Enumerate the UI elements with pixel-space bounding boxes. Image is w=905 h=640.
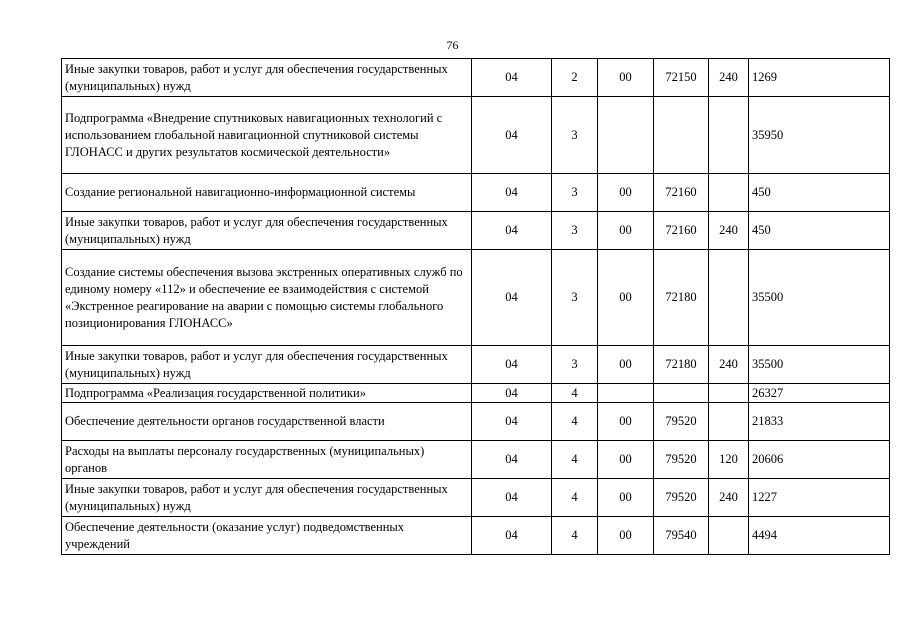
row-subsection: 4 xyxy=(552,479,598,517)
row-target-code-1: 00 xyxy=(598,403,654,441)
row-target-code-2: 72160 xyxy=(654,174,709,212)
row-expense-type: 120 xyxy=(709,441,749,479)
row-target-code-1: 00 xyxy=(598,212,654,250)
row-subsection: 3 xyxy=(552,346,598,384)
table-row xyxy=(62,212,890,250)
row-target-code-2: 79540 xyxy=(654,517,709,555)
row-target-code-2: 72160 xyxy=(654,212,709,250)
table-row xyxy=(62,174,890,212)
row-name: Обеспечение деятельности органов государственной власти xyxy=(62,403,472,441)
row-amount: 4494 xyxy=(749,517,890,555)
row-section: 04 xyxy=(472,384,552,403)
row-name: Иные закупки товаров, работ и услуг для обеспечения государственных (муниципальных) нужд xyxy=(62,479,472,517)
row-target-code-2: 79520 xyxy=(654,441,709,479)
row-section: 04 xyxy=(472,97,552,174)
row-subsection: 4 xyxy=(552,384,598,403)
row-amount: 1227 xyxy=(749,479,890,517)
table-row xyxy=(62,250,890,346)
row-name: Подпрограмма «Реализация государственной политики» xyxy=(62,384,472,403)
row-section: 04 xyxy=(472,174,552,212)
row-section: 04 xyxy=(472,346,552,384)
row-section: 04 xyxy=(472,212,552,250)
row-name: Иные закупки товаров, работ и услуг для обеспечения государственных (муниципальных) нужд xyxy=(62,212,472,250)
row-section: 04 xyxy=(472,403,552,441)
row-section: 04 xyxy=(472,479,552,517)
row-target-code-2: 72150 xyxy=(654,59,709,97)
row-target-code-2: 72180 xyxy=(654,250,709,346)
row-name: Расходы на выплаты персоналу государственных (муниципальных) органов xyxy=(62,441,472,479)
row-target-code-2 xyxy=(654,384,709,403)
row-name: Создание региональной навигационно-информационной системы xyxy=(62,174,472,212)
row-expense-type xyxy=(709,250,749,346)
row-expense-type xyxy=(709,97,749,174)
page-number: 76 xyxy=(446,38,459,52)
row-target-code-1 xyxy=(598,97,654,174)
table-row xyxy=(62,403,890,441)
row-subsection: 4 xyxy=(552,517,598,555)
row-amount: 450 xyxy=(749,174,890,212)
row-target-code-1: 00 xyxy=(598,517,654,555)
row-amount: 450 xyxy=(749,212,890,250)
row-target-code-1: 00 xyxy=(598,174,654,212)
table-row xyxy=(62,59,890,97)
row-target-code-1: 00 xyxy=(598,250,654,346)
table-row xyxy=(62,479,890,517)
row-subsection: 3 xyxy=(552,97,598,174)
table-row xyxy=(62,441,890,479)
row-target-code-2 xyxy=(654,97,709,174)
row-subsection: 4 xyxy=(552,403,598,441)
row-expense-type xyxy=(709,403,749,441)
row-target-code-1: 00 xyxy=(598,59,654,97)
row-amount: 21833 xyxy=(749,403,890,441)
row-expense-type xyxy=(709,517,749,555)
row-amount: 35500 xyxy=(749,346,890,384)
row-amount: 26327 xyxy=(749,384,890,403)
row-expense-type: 240 xyxy=(709,479,749,517)
row-target-code-1: 00 xyxy=(598,346,654,384)
table-row xyxy=(62,346,890,384)
row-name: Создание системы обеспечения вызова экстренных оперативных служб по единому номеру «112» и обеспечение ее взаимодействия с системой «Экстренное реагирование на аварии с помощью системы глобального позиционирования ГЛОНАСС» xyxy=(62,250,472,346)
budget-table xyxy=(61,58,890,555)
row-subsection: 3 xyxy=(552,212,598,250)
row-amount: 20606 xyxy=(749,441,890,479)
row-name: Иные закупки товаров, работ и услуг для обеспечения государственных (муниципальных) нужд xyxy=(62,346,472,384)
table-row xyxy=(62,517,890,555)
table-row xyxy=(62,384,890,403)
row-section: 04 xyxy=(472,517,552,555)
row-name: Обеспечение деятельности (оказание услуг) подведомственных учреждений xyxy=(62,517,472,555)
row-amount: 1269 xyxy=(749,59,890,97)
row-subsection: 2 xyxy=(552,59,598,97)
row-expense-type: 240 xyxy=(709,59,749,97)
row-expense-type xyxy=(709,174,749,212)
row-amount: 35950 xyxy=(749,97,890,174)
row-target-code-1 xyxy=(598,384,654,403)
row-expense-type xyxy=(709,384,749,403)
row-name: Иные закупки товаров, работ и услуг для обеспечения государственных (муниципальных) нужд xyxy=(62,59,472,97)
row-subsection: 4 xyxy=(552,441,598,479)
row-section: 04 xyxy=(472,250,552,346)
row-expense-type: 240 xyxy=(709,212,749,250)
row-amount: 35500 xyxy=(749,250,890,346)
row-target-code-2: 79520 xyxy=(654,403,709,441)
row-name: Подпрограмма «Внедрение спутниковых навигационных технологий с использованием глобальной навигационной спутниковой системы ГЛОНАСС и других результатов космической деятельности» xyxy=(62,97,472,174)
row-expense-type: 240 xyxy=(709,346,749,384)
row-subsection: 3 xyxy=(552,250,598,346)
row-target-code-2: 79520 xyxy=(654,479,709,517)
row-target-code-2: 72180 xyxy=(654,346,709,384)
row-subsection: 3 xyxy=(552,174,598,212)
row-target-code-1: 00 xyxy=(598,479,654,517)
table-row xyxy=(62,97,890,174)
row-section: 04 xyxy=(472,441,552,479)
row-target-code-1: 00 xyxy=(598,441,654,479)
row-section: 04 xyxy=(472,59,552,97)
